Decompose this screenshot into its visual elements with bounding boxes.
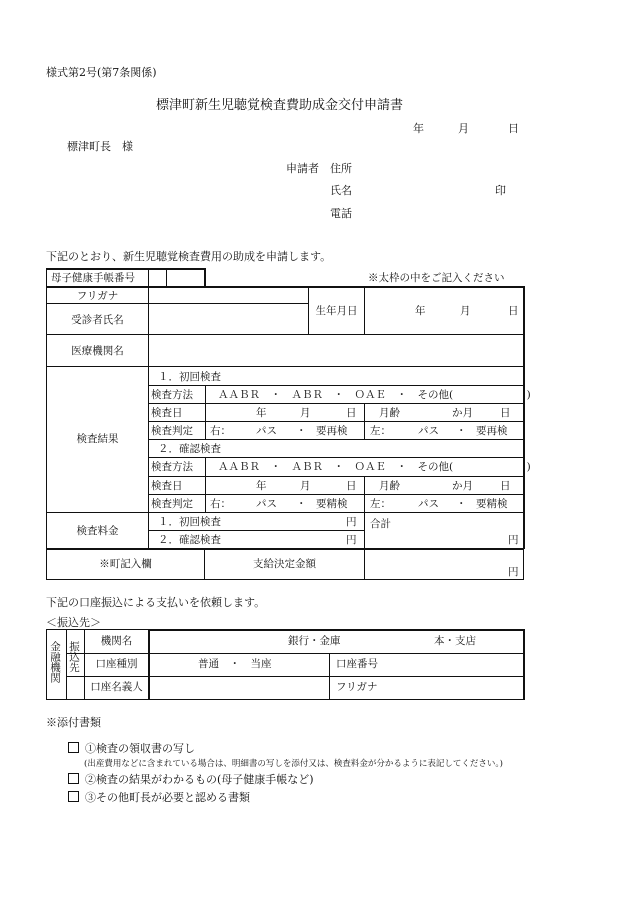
applicant-label: 申請者 (286, 162, 319, 175)
second-date-label: 検査日 (151, 480, 183, 492)
fee-second-yen: 円 (346, 534, 357, 546)
second-right-label: 右： (210, 498, 231, 510)
address-label: 住所 (330, 162, 352, 175)
first-left-pass[interactable]: パス (418, 425, 439, 437)
furigana-input[interactable] (150, 288, 307, 303)
bank-side-label-2: 振込先 (68, 641, 80, 673)
first-right-dot: ・ (296, 425, 307, 437)
attachment-label-1: ①検査の領収書の写し (85, 742, 195, 755)
first-left-label: 左： (370, 425, 391, 437)
second-left-pass[interactable]: パス (418, 498, 439, 510)
bank-request-text: 下記の口座振込による支払いを依頼します。 (46, 596, 266, 609)
account-holder-label: 口座名義人 (90, 681, 143, 693)
second-method-label: 検査方法 (151, 461, 193, 473)
second-method-options[interactable]: ＡＡＢＲ ・ ＡＢＲ ・ ＯＡＥ ・ その他( ) (218, 461, 531, 473)
first-right-recheck[interactable]: 要再検 (316, 425, 348, 437)
first-left-dot: ・ (456, 425, 467, 437)
first-left-recheck[interactable]: 要再検 (476, 425, 508, 437)
seal-label: 印 (495, 184, 506, 197)
first-right-pass[interactable]: パス (256, 425, 277, 437)
date-year: 年 (413, 122, 424, 135)
document-title: 標津町新生児聴覚検査費助成金交付申請書 (156, 98, 404, 113)
institution-label: 機関名 (100, 635, 133, 647)
first-method-options[interactable]: ＡＡＢＲ ・ ＡＢＲ ・ ＯＡＥ ・ その他( ) (218, 389, 531, 401)
second-right-dot: ・ (296, 498, 307, 510)
attachments-title: ※添付書類 (46, 716, 101, 729)
date-month: 月 (458, 122, 469, 135)
second-judge-label: 検査判定 (151, 498, 193, 510)
checkbox-1[interactable] (68, 742, 79, 753)
birth-month: 月 (460, 305, 471, 317)
attachment-item-2[interactable] (68, 771, 314, 787)
birth-label: 生年月日 (315, 305, 358, 317)
fee-first-yen: 円 (346, 516, 357, 528)
total-label: 合計 (370, 518, 391, 530)
patient-name-label: 受診者氏名 (71, 314, 124, 326)
first-age-label: 月齢 (379, 407, 400, 419)
boshi-input[interactable] (167, 270, 203, 286)
branch-label[interactable]: 本・支店 (434, 635, 476, 647)
account-type-label: 口座種別 (95, 658, 138, 670)
holder-furigana-label: フリガナ (336, 681, 378, 693)
town-use-label: ※町記入欄 (99, 558, 152, 570)
fee-label: 検査料金 (76, 525, 119, 537)
addressee: 標津町長 様 (67, 140, 133, 153)
attachment-label-2: ②検査の結果がわかるもの(母子健康手帳など) (85, 773, 314, 786)
second-left-detailed[interactable]: 要精検 (476, 498, 508, 510)
attachment-item-3[interactable] (68, 789, 250, 805)
first-judge-label: 検査判定 (151, 425, 193, 437)
checkbox-3[interactable] (68, 791, 79, 802)
form-number: 様式第2号(第7条関係) (46, 66, 157, 79)
first-right-label: 右： (210, 425, 231, 437)
account-number-label: 口座番号 (336, 658, 378, 670)
name-label: 氏名 (330, 184, 352, 197)
payment-yen: 円 (508, 566, 519, 578)
bank-side-label: 金融機関 (49, 641, 61, 683)
fee-second-label: ２．確認検査 (158, 534, 221, 546)
first-year: 年 (256, 407, 267, 419)
second-age-day: 日 (500, 480, 511, 492)
birth-day: 日 (508, 305, 519, 317)
second-left-label: 左： (370, 498, 391, 510)
payment-amount-label: 支給決定金額 (253, 558, 316, 570)
bank-heading: ＜振込先＞ (46, 616, 101, 629)
first-method-label: 検査方法 (151, 389, 193, 401)
fill-note: ※太枠の中をご記入ください (368, 272, 505, 284)
first-day: 日 (346, 407, 357, 419)
hospital-label: 医療機関名 (71, 345, 124, 357)
intro-text: 下記のとおり、新生児聴覚検査費用の助成を申請します。 (46, 250, 332, 263)
phone-label: 電話 (330, 207, 352, 220)
second-age-month: か月 (452, 480, 473, 492)
hospital-input[interactable] (150, 336, 522, 365)
first-month: 月 (300, 407, 311, 419)
first-exam-heading: １．初回検査 (158, 371, 221, 383)
second-year: 年 (256, 480, 267, 492)
attachment-note: (出産費用などに含まれている場合は、明細書の写しを添付又は、検査料金が分かるように表記してください。) (84, 759, 503, 769)
attachment-label-3: ③その他町長が必要と認める書類 (85, 791, 250, 804)
birth-year: 年 (415, 305, 426, 317)
second-right-detailed[interactable]: 要精検 (316, 498, 348, 510)
patient-name-input[interactable] (150, 305, 307, 333)
second-month: 月 (300, 480, 311, 492)
second-right-pass[interactable]: パス (256, 498, 277, 510)
fee-first-label: １．初回検査 (158, 516, 221, 528)
date-day: 日 (508, 122, 519, 135)
second-exam-heading: ２．確認検査 (158, 443, 221, 455)
second-left-dot: ・ (456, 498, 467, 510)
first-age-month: か月 (452, 407, 473, 419)
total-yen: 円 (508, 534, 519, 546)
furigana-label: フリガナ (76, 290, 119, 302)
first-age-day: 日 (500, 407, 511, 419)
boshi-label: 母子健康手帳番号 (51, 272, 135, 284)
first-date-label: 検査日 (151, 407, 183, 419)
result-label: 検査結果 (76, 433, 119, 445)
second-age-label: 月齢 (379, 480, 400, 492)
checkbox-2[interactable] (68, 773, 79, 784)
second-day: 日 (346, 480, 357, 492)
attachment-item-1[interactable] (68, 740, 195, 756)
account-holder-input[interactable] (151, 678, 328, 698)
bank-union-label[interactable]: 銀行・金庫 (288, 635, 341, 647)
account-type-options[interactable]: 普通 ・ 当座 (198, 658, 272, 670)
